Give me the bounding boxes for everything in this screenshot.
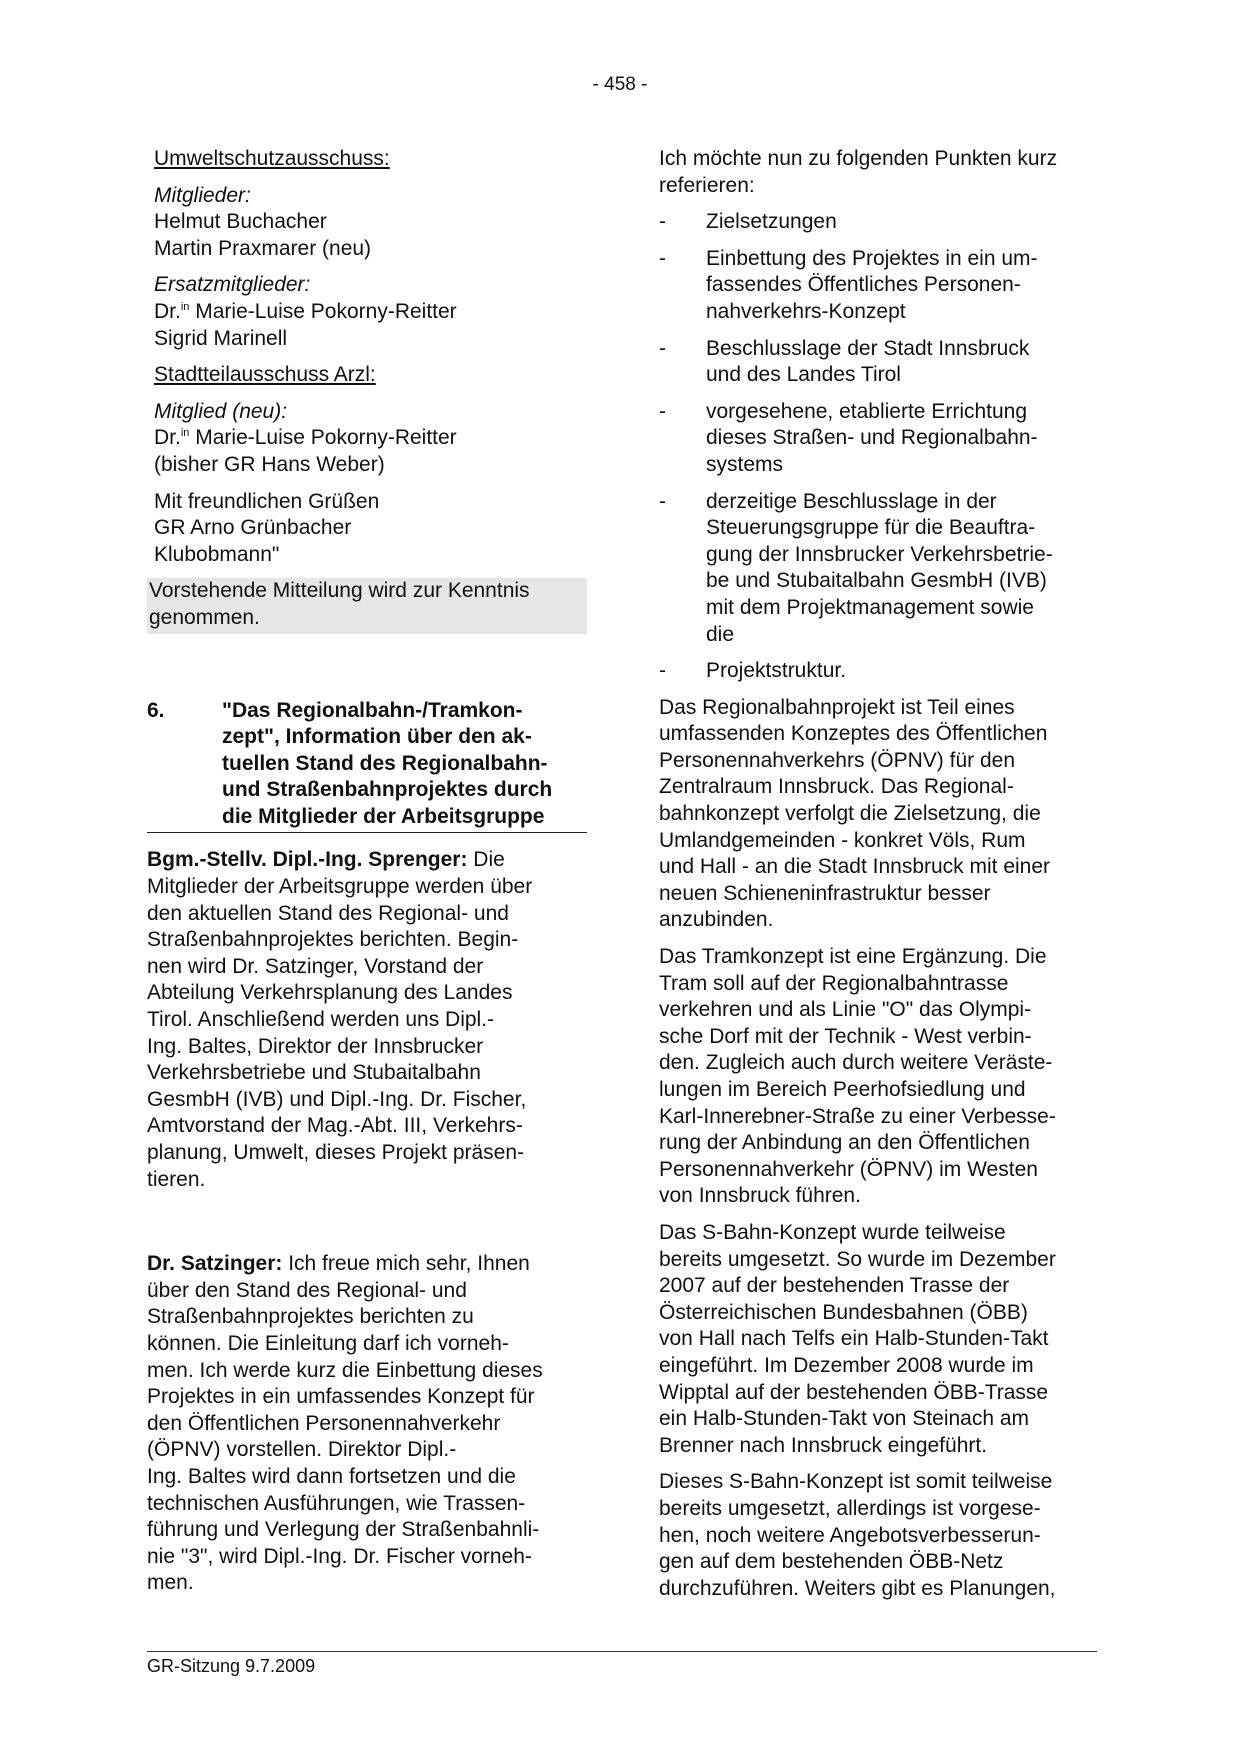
speaker-name: Dr. Satzinger:: [147, 1252, 283, 1276]
committee-heading-arzl: Stadtteilausschuss Arzl:: [154, 363, 376, 387]
left-column: [147, 146, 587, 1607]
substitute-name: Dr.$^{in}$ Marie-Luise Pokorny-Reitter: [154, 299, 457, 323]
substitute-name: Sigrid Marinell: [154, 326, 288, 350]
agenda-item: [147, 698, 587, 834]
bullet-dash: -: [659, 399, 666, 423]
member-name: Helmut Buchacher: [154, 210, 327, 234]
speech-satzinger: Dr. Satzinger: Ich freue mich sehr, Ihnen über den Stand des Regional- und Straßenbahnprojektes berichten zu können. Die Einleitung darf ich vorneh- men. Ich werde kurz die Einbettung dieses Projektes in ein umfassendes Konzept für den Öffentlichen Personennahverkehr (ÖPNV) vorstellen. Direktor Dipl.- Ing. Baltes wird dann fortsetzen und die technischen Ausführungen, wie Trassen- führung und Verlegung der Straßenbahnli- nie "3", wird Dipl.-Ing. Dr. Fischer vorneh- men.: [147, 1252, 543, 1595]
closing: [154, 489, 587, 569]
bullet-text: vorgesehene, etablierte Errichtung dieses Straßen- und Regionalbahn- systems: [706, 399, 1038, 476]
committee-members: [154, 183, 587, 263]
notice-line: Vorstehende Mitteilung wird zur Kenntnis: [149, 579, 530, 603]
bullet-dash: -: [659, 210, 666, 234]
members-label: Mitglieder:: [154, 183, 251, 207]
closing-line: GR Arno Grünbacher: [154, 516, 352, 540]
member-name: Dr.$^{in}$ Marie-Luise Pokorny-Reitter: [154, 426, 457, 450]
agenda-title: "Das Regionalbahn-/Tramkon- zept", Information über den ak- tuellen Stand des Regionalbahn- und Straßenbahnprojektes durch die Mitglieder der Arbeitsgruppe: [222, 698, 553, 828]
notice-line: genommen.: [149, 605, 260, 629]
footer-divider: [147, 1651, 1097, 1652]
bullet-dash: -: [659, 489, 666, 513]
arzl-member: [154, 399, 587, 479]
page-number: - 458 -: [592, 74, 648, 95]
topic-list: [659, 209, 1099, 685]
committee-heading-umweltschutz: Umweltschutzausschuss:: [154, 147, 390, 170]
bullet-text: derzeitige Beschlusslage in der Steuerungsgruppe für die Beauftra- gung der Innsbrucker Verkehrsbetrie- be und Stubaitalbahn GesmbH (IVB) mit dem Projektmanagement sowie die: [706, 489, 1053, 646]
member-note: (bisher GR Hans Weber): [154, 452, 385, 476]
bullet-text: Zielsetzungen: [706, 210, 837, 234]
committee-substitutes: [154, 272, 587, 352]
topic-list-item: [659, 658, 1099, 685]
closing-line: Mit freundlichen Grüßen: [154, 489, 380, 513]
member-label: Mitglied (neu):: [154, 399, 288, 423]
body-paragraph: Dieses S-Bahn-Konzept ist somit teilweise bereits umgesetzt, allerdings ist vorgese- hen, noch weitere Angebotsverbesserun- gen auf dem bestehenden ÖBB-Netz durchzuführen. Weiters gibt es Planungen,: [659, 1470, 1056, 1600]
topic-list-item: [659, 246, 1099, 326]
member-name: Martin Praxmarer (neu): [154, 236, 372, 260]
right-column: [659, 146, 1099, 1612]
bullet-text: Beschlusslage der Stadt Innsbruck und des Landes Tirol: [706, 336, 1030, 387]
substitutes-label: Ersatzmitglieder:: [154, 273, 311, 297]
bullet-text: Projektstruktur.: [706, 659, 847, 683]
closing-line: Klubobmann": [154, 542, 280, 566]
intro-paragraph: Ich möchte nun zu folgenden Punkten kurz referieren:: [659, 147, 1058, 197]
topic-list-item: [659, 336, 1099, 389]
right-paragraphs: [659, 695, 1099, 1603]
body-paragraph: Das Tramkonzept ist eine Ergänzung. Die Tram soll auf der Regionalbahntrasse verkehren und als Linie "O" das Olympi- sche Dorf mit der Technik - West verbin- den. Zugleich auch durch weitere Veräste- lungen im Bereich Peerhofsiedlung und Karl-Innerebner-Straße zu einer Verbesse- rung der Anbindung an den Öffentlichen Personennahverkehr (ÖPNV) im Westen von Innsbruck führen.: [659, 945, 1056, 1208]
agenda-number: 6.: [147, 698, 165, 722]
topic-list-item: [659, 399, 1099, 479]
speaker-name: Bgm.-Stellv. Dipl.-Ing. Sprenger:: [147, 848, 468, 872]
bullet-dash: -: [659, 246, 666, 270]
bullet-dash: -: [659, 659, 666, 683]
bullet-text: Einbettung des Projektes in ein um- fassendes Öffentliches Personen- nahverkehrs-Konzept: [706, 246, 1038, 323]
speech-sprenger: Bgm.-Stellv. Dipl.-Ing. Sprenger: Die Mitglieder der Arbeitsgruppe werden über den aktuellen Stand des Regional- und Straßenbahnprojektes berichten. Begin- nen wird Dr. Satzinger, Vorstand der Abteilung Verkehrsplanung des Landes Tirol. Anschließend werden uns Dipl.- Ing. Baltes, Direktor der Innsbrucker Verkehrsbetriebe und Stubaitalbahn GesmbH (IVB) und Dipl.-Ing. Dr. Fischer, Amtvorstand der Mag.-Abt. III, Verkehrs- planung, Umwelt, dieses Projekt präsen- tieren.: [147, 848, 533, 1191]
notice-box: [147, 578, 587, 633]
body-paragraph: Das S-Bahn-Konzept wurde teilweise bereits umgesetzt. So wurde im Dezember 2007 auf der bestehenden Trasse der Österreichischen Bundesbahnen (ÖBB) von Hall nach Telfs ein Halb-Stunden-Takt eingeführt. Im Dezember 2008 wurde im Wipptal auf der bestehenden ÖBB-Trasse ein Halb-Stunden-Takt von Steinach am Brenner nach Innsbruck eingeführt.: [659, 1220, 1056, 1457]
topic-list-item: [659, 489, 1099, 649]
body-paragraph: Das Regionalbahnprojekt ist Teil eines umfassenden Konzeptes des Öffentlichen Personennahverkehrs (ÖPNV) für den Zentralraum Innsbruck. Das Regional- bahnkonzept verfolgt die Zielsetzung, die Umlandgemeinden - konkret Völs, Rum und Hall - an die Stadt Innsbruck mit einer neuen Schieneninfrastruktur besser anzubinden.: [659, 695, 1051, 932]
bullet-dash: -: [659, 336, 666, 360]
footer-text: GR-Sitzung 9.7.2009: [147, 1656, 316, 1676]
topic-list-item: [659, 209, 1099, 236]
